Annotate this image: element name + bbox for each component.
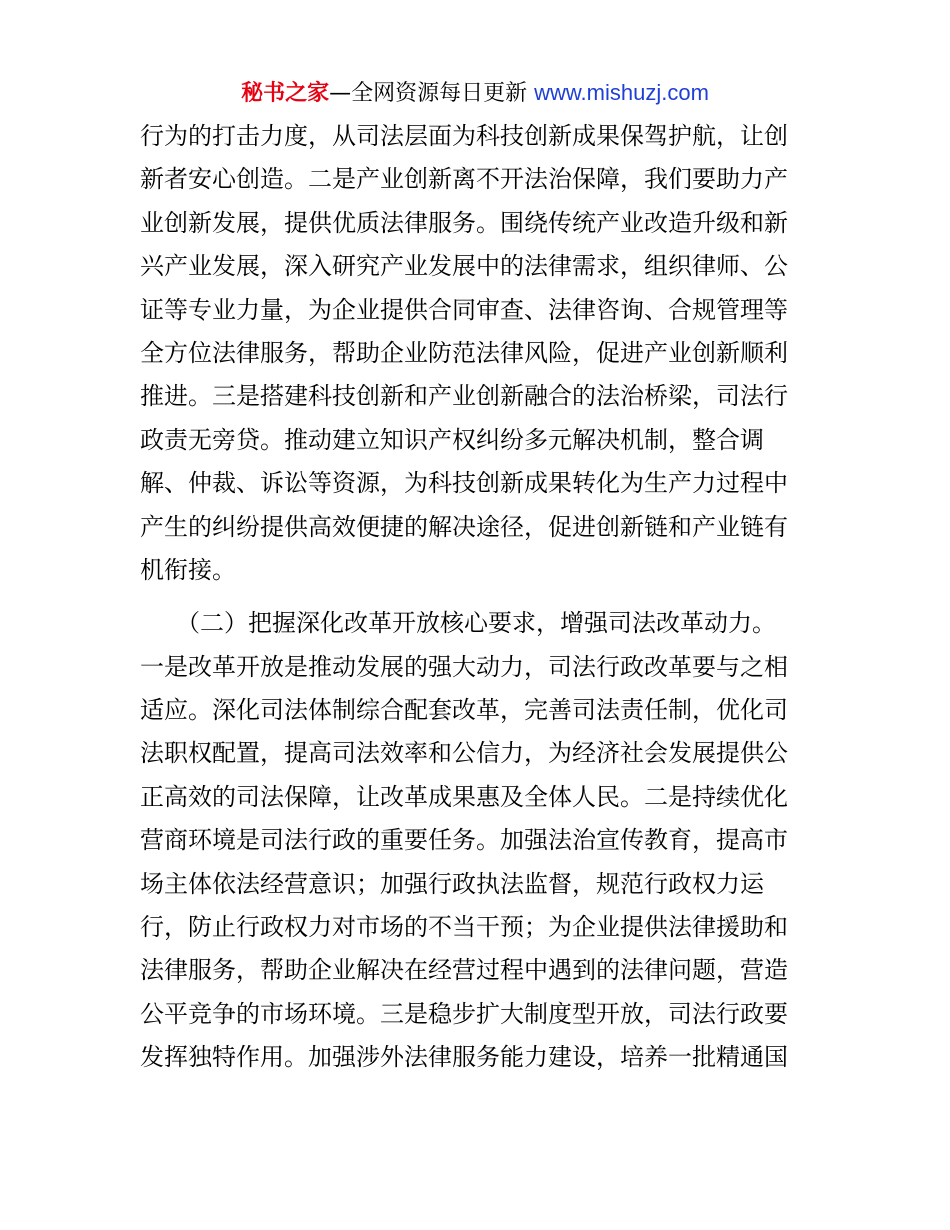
header-tagline: —全网资源每日更新 [329,81,535,106]
text-line: 新者安心创造。二是产业创新离不开法治保障，我们要助力产 [140,165,788,194]
text-line: 公平竞争的市场环境。三是稳步扩大制度型开放，司法行政要 [140,999,788,1028]
text-line: 营商环境是司法行政的重要任务。加强法治宣传教育，提高市 [140,826,788,855]
text-line: 业创新发展，提供优质法律服务。围绕传统产业改造升级和新 [140,208,788,237]
text-line: 解、仲裁、诉讼等资源，为科技创新成果转化为生产力过程中 [140,469,788,498]
text-line: 法职权配置，提高司法效率和公信力，为经济社会发展提供公 [140,739,788,768]
text-line: 产生的纠纷提供高效便捷的解决途径，促进创新链和产业链有 [140,512,788,541]
text-line: 兴产业发展，深入研究产业发展中的法律需求，组织律师、公 [140,252,788,281]
page-header [0,76,950,111]
document-body [140,115,820,1080]
text-line: 场主体依法经营意识；加强行政执法监督，规范行政权力运 [140,869,764,898]
text-line: 行为的打击力度，从司法层面为科技创新成果保驾护航，让创 [140,122,788,150]
text-line: 一是改革开放是推动发展的强大动力，司法行政改革要与之相 [140,652,788,681]
text-line: 法律服务，帮助企业解决在经营过程中遇到的法律问题，营造 [140,956,788,985]
text-line: 全方位法律服务，帮助企业防范法律风险，促进产业创新顺利 [140,338,788,367]
text-line: 机衔接。 [140,555,236,584]
text-line: 行，防止行政权力对市场的不当干预；为企业提供法律援助和 [140,913,788,942]
text-line: 证等专业力量，为企业提供合同审查、法律咨询、合规管理等 [140,295,788,324]
text-line: 正高效的司法保障，让改革成果惠及全体人民。二是持续优化 [140,782,788,811]
site-url-link[interactable]: www.mishuzj.com [534,80,709,105]
text-line: 适应。深化司法体制综合配套改革，完善司法责任制，优化司 [140,696,788,725]
text-line: 推进。三是搭建科技创新和产业创新融合的法治桥梁，司法行 [140,382,788,411]
site-name: 秘书之家 [241,81,330,106]
section-heading-line: （二）把握深化改革开放核心要求，增强司法改革动力。 [140,609,776,638]
text-line: 政责无旁贷。推动建立知识产权纠纷多元解决机制，整合调 [140,425,764,454]
paragraph-gap [140,592,820,602]
text-line: 发挥独特作用。加强涉外法律服务能力建设，培养一批精通国 [140,1043,788,1072]
